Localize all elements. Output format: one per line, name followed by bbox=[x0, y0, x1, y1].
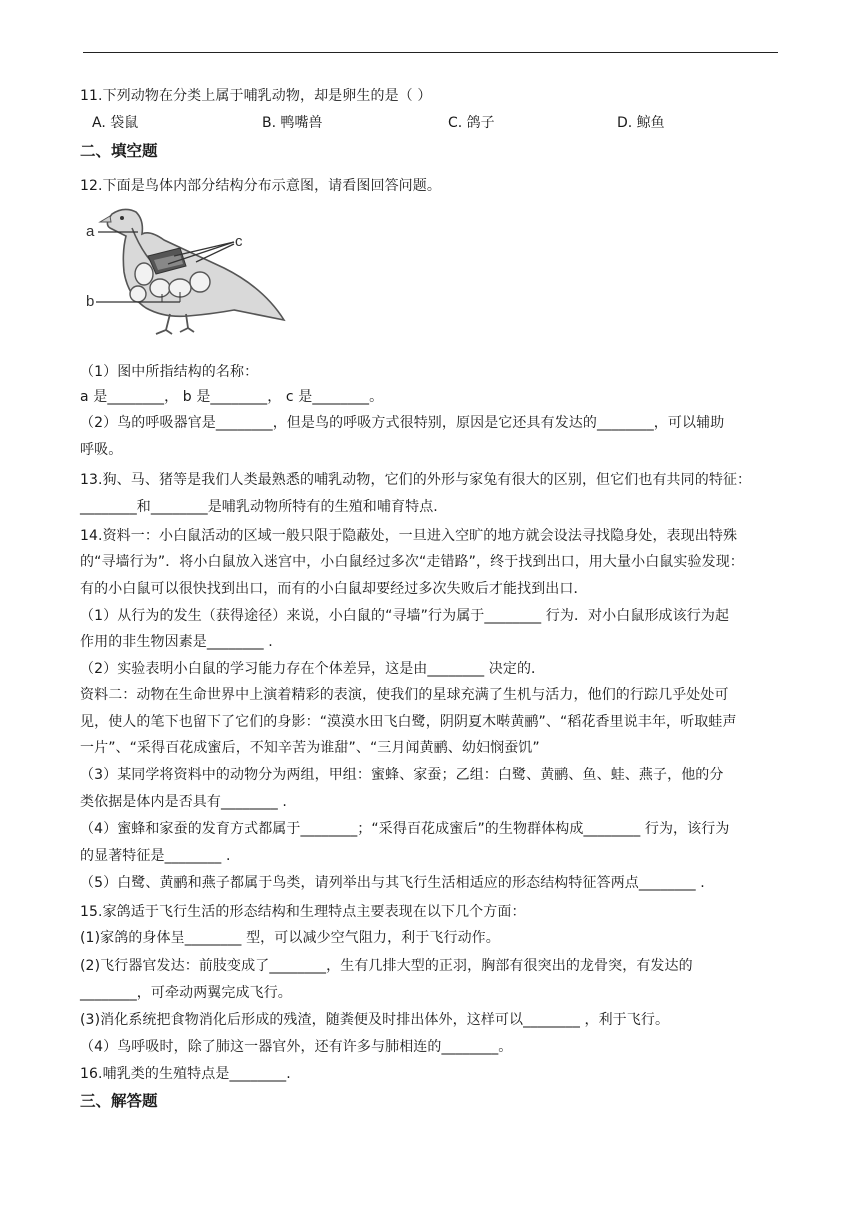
q11-option-a[interactable]: A. 袋鼠 bbox=[92, 115, 139, 131]
q14-line: 资料二：动物在生命世界中上演着精彩的表演，使我们的星球充满了生机与活力，他们的行踪几乎处处可 bbox=[80, 687, 729, 703]
q14-line: （1）从行为的发生（获得途径）来说，小白鼠的“寻墙”行为属于________ 行为．对小白鼠形成该行为起 bbox=[80, 608, 730, 624]
q15-line: 15.家鸽适于飞行生活的形态结构和生理特点主要表现在以下几个方面： bbox=[80, 904, 526, 920]
q15-line: ________，可牵动两翼完成飞行。 bbox=[80, 985, 292, 1001]
section-heading-answer: 三、解答题 bbox=[80, 1092, 158, 1110]
q11-option-d[interactable]: D. 鲸鱼 bbox=[617, 115, 665, 131]
bird-anatomy-figure bbox=[84, 202, 294, 344]
q12-stem: 12.下面是鸟体内部分结构分布示意图，请看图回答问题。 bbox=[80, 178, 441, 194]
figure-label-b: b bbox=[86, 293, 95, 310]
q14-line: 14.资料一：小白鼠活动的区域一般只限于隐蔽处，一旦进入空旷的地方就会设法寻找隐身处，表现出特殊 bbox=[80, 528, 738, 544]
q13-line: ________和________是哺乳动物所特有的生殖和哺育特点. bbox=[80, 499, 438, 515]
q12-line: a 是________， b 是________， c 是________。 bbox=[80, 389, 384, 405]
q14-line: 一片”、“采得百花成蜜后，不知辛苦为谁甜”、“三月闻黄鹂、幼妇悯蚕饥” bbox=[80, 740, 540, 756]
q11-option-c[interactable]: C. 鸽子 bbox=[448, 115, 495, 131]
q14-line: 的显著特征是________ . bbox=[80, 848, 231, 864]
figure-label-a: a bbox=[86, 223, 95, 240]
q14-line: （5）白鹭、黄鹂和燕子都属于鸟类，请列举出与其飞行生活相适应的形态结构特征答两点________ . bbox=[80, 875, 705, 891]
q13-line: 13.狗、马、猪等是我们人类最熟悉的哺乳动物，它们的外形与家兔有很大的区别，但它们也有共同的特征： bbox=[80, 472, 752, 488]
q14-line: 类依据是体内是否具有________ . bbox=[80, 794, 287, 810]
q14-line: （4）蜜蜂和家蚕的发育方式都属于________；“采得百花成蜜后”的生物群体构成________ 行为，该行为 bbox=[80, 821, 730, 837]
header-rule bbox=[83, 52, 778, 53]
q14-line: （3）某同学将资料中的动物分为两组，甲组：蜜蜂、家蚕；乙组：白鹭、黄鹂、鱼、蛙、燕子，他的分 bbox=[80, 767, 724, 783]
q15-line: (1)家鸽的身体呈________ 型，可以减少空气阻力，利于飞行动作。 bbox=[80, 930, 500, 946]
q15-line: （4）鸟呼吸时，除了肺这一器官外，还有许多与肺相连的________。 bbox=[80, 1039, 513, 1055]
q14-line: 作用的非生物因素是________ . bbox=[80, 634, 273, 650]
section-heading-fill-blank: 二、填空题 bbox=[80, 142, 158, 160]
q14-line: 见，使人的笔下也留下了它们的身影：“漠漠水田飞白鹭，阴阴夏木啭黄鹂”、“稻花香里说丰年，听取蛙声 bbox=[80, 714, 737, 730]
q12-line: （2）鸟的呼吸器官是________，但是鸟的呼吸方式很特别，原因是它还具有发达的________，可以辅助 bbox=[80, 415, 725, 431]
q14-line: （2）实验表明小白鼠的学习能力存在个体差异，这是由________ 决定的． bbox=[80, 661, 546, 677]
q14-line: 的“寻墙行为”．将小白鼠放入迷宫中，小白鼠经过多次“走错路”，终于找到出口，用大量小白鼠实验发现： bbox=[80, 554, 744, 570]
q11-stem: 11.下列动物在分类上属于哺乳动物，却是卵生的是（ ） bbox=[80, 88, 432, 104]
q15-line: (2)飞行器官发达：前肢变成了________，生有几排大型的正羽，胸部有很突出的龙骨突，有发达的 bbox=[80, 958, 693, 974]
q15-line: (3)消化系统把食物消化后形成的残渣，随粪便及时排出体外，这样可以________ ，利于飞行。 bbox=[80, 1012, 670, 1028]
q14-line: 有的小白鼠可以很快找到出口，而有的小白鼠却要经过多次失败后才能找到出口． bbox=[80, 581, 588, 597]
q16-stem: 16.哺乳类的生殖特点是________. bbox=[80, 1066, 291, 1082]
q12-line: 呼吸。 bbox=[80, 442, 123, 458]
q12-line: （1）图中所指结构的名称： bbox=[80, 364, 259, 380]
figure-label-c: c bbox=[235, 233, 243, 250]
q11-option-b[interactable]: B. 鸭嘴兽 bbox=[262, 115, 323, 131]
